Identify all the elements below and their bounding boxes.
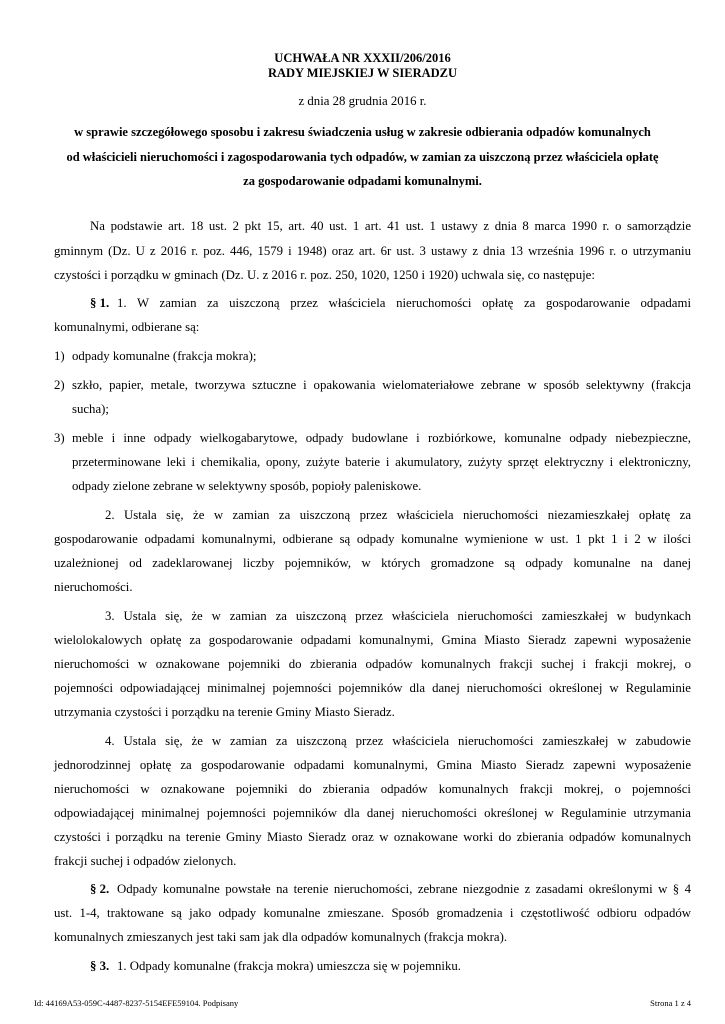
s1-p3-line-1: 3. Ustala się, że w zamian za uiszczoną przez właściciela nieruchomości zamieszkałej w budynkach — [105, 609, 691, 623]
subject-line-2: od właścicieli nieruchomości i zagospodarowania tych odpadów, w zamian za uiszczoną przez właściciela opłatę — [66, 150, 659, 164]
preamble-line-3: czystości i porządku w gminach (Dz. U. z 2016 r. poz. 250, 1020, 1250 i 1920) uchwala się, co następuje: — [54, 268, 595, 282]
preamble-line-1: Na podstawie art. 18 ust. 2 pkt 15, art. 40 ust. 1 art. 41 ust. 1 ustawy z dnia 8 marca 1990 r. o samorządzie — [90, 219, 691, 233]
list-item-2-number: 2) — [54, 378, 65, 392]
section-3-mark: § 3. — [90, 959, 110, 973]
s1-p3-line-2: wielolokalowych opłatę za gospodarowanie odpadami komunalnymi, Gmina Miasto Sieradz zapewni wyposażenie — [54, 633, 691, 647]
s1-p2-line-4: nieruchomości. — [54, 580, 133, 594]
s1-p4-line-4: odpowiadającej minimalnej pojemności pojemników dla danej nieruchomości określonej w Regulaminie utrzymania — [54, 806, 691, 820]
s2-line-2: ust. 1-4, traktowane są jako odpady komunalne zmieszane. Sposób gromadzenia i częstotliwość odbioru odpadów — [54, 906, 691, 920]
resolution-date: z dnia 28 grudnia 2016 r. — [298, 94, 427, 108]
s1-p1-line-1: 1. W zamian za uiszczoną przez właściciela nieruchomości opłatę za gospodarowanie odpadami — [117, 296, 691, 310]
page-number: Strona 1 z 4 — [650, 998, 691, 1008]
s2-line-1: Odpady komunalne powstałe na terenie nieruchomości, zebrane niezgodnie z zasadami określonymi w § 4 — [117, 882, 691, 896]
subject-line-3: za gospodarowanie odpadami komunalnymi. — [243, 174, 482, 188]
s1-p4-line-3: nieruchomości w oznakowane pojemniki do zbierania odpadów komunalnych frakcji mokrej, o pojemności — [54, 782, 691, 796]
s2-line-3: komunalnych zmieszanych jest taki sam jak dla odpadów komunalnych (frakcja mokra). — [54, 930, 508, 944]
list-item-3-line-3: odpady zielone zebrane w selektywny sposób, popioły paleniskowe. — [72, 479, 422, 493]
s1-p4-line-2: jednorodzinnej opłatę za gospodarowanie odpadami komunalnymi, Gmina Miasto Sieradz zapewni wyposażenie — [54, 758, 691, 772]
list-item-3-line-1: meble i inne odpady wielkogabarytowe, odpady budowlane i rozbiórkowe, komunalne odpady niebezpieczne, — [72, 431, 691, 445]
s1-p3-line-4: pojemności odpowiadającej minimalnej pojemności pojemników dla danej nieruchomości określonej w Regulaminie — [54, 681, 691, 695]
s1-p3-line-5: utrzymania czystości i porządku na terenie Gminy Miasto Sieradz. — [54, 705, 395, 719]
section-1-mark: § 1. — [90, 296, 110, 310]
s1-p1-line-2: komunalnymi, odbierane są: — [54, 320, 200, 334]
list-item-1-number: 1) — [54, 349, 65, 363]
s1-p3-line-3: nieruchomości w oznakowane pojemniki do zbierania odpadów komunalnych frakcji suchej i frakcji mokrej, o — [54, 657, 691, 671]
list-item-2-line-2: sucha); — [72, 402, 109, 416]
resolution-number: UCHWAŁA NR XXXII/206/2016 — [274, 51, 451, 65]
s1-p4-line-5: czystości i porządku na terenie Gminy Miasto Sieradz oraz w oznakowane worki do zbierania odpadów komunalnych — [54, 830, 691, 844]
s1-p4-line-6: frakcji suchej i odpadów zielonych. — [54, 854, 237, 868]
preamble-line-2: gminnym (Dz. U z 2016 r. poz. 446, 1579 i 1948) oraz art. 6r ust. 3 ustawy z dnia 13 września 1996 r. o utrzymaniu — [54, 244, 691, 258]
s3-line-1: 1. Odpady komunalne (frakcja mokra) umieszcza się w pojemniku. — [117, 959, 461, 973]
list-item-1-line-1: odpady komunalne (frakcja mokra); — [72, 349, 257, 363]
list-item-3-number: 3) — [54, 431, 65, 445]
s1-p2-line-3: uzależnionej od zadeklarowanej liczby pojemników, w których gromadzone są odpady komunalne na danej — [54, 556, 691, 570]
list-item-3-line-2: przeterminowane leki i chemikalia, opony, zużyte baterie i akumulatory, zużyty sprzęt elektryczny i elektroniczny, — [72, 455, 691, 469]
section-2-mark: § 2. — [90, 882, 110, 896]
s1-p4-line-1: 4. Ustala się, że w zamian za uiszczoną przez właściciela nieruchomości zamieszkałej w zabudowie — [105, 734, 691, 748]
document-id: Id: 44169A53-059C-4487-8237-5154EFE59104. Podpisany — [34, 998, 239, 1008]
s1-p2-line-1: 2. Ustala się, że w zamian za uiszczoną przez właściciela nieruchomości niezamieszkałej opłatę za — [105, 508, 691, 522]
list-item-2-line-1: szkło, papier, metale, tworzywa sztuczne i opakowania wielomateriałowe zebrane w sposób selektywny (frakcja — [72, 378, 691, 392]
s1-p2-line-2: gospodarowanie odpadami komunalnymi, odbierane są odpady komunalne wymienione w ust. 1 pkt 1 i 2 w ilości — [54, 532, 691, 546]
council-name: RADY MIEJSKIEJ W SIERADZU — [267, 66, 458, 80]
subject-line-1: w sprawie szczegółowego sposobu i zakresu świadczenia usług w zakresie odbierania odpadów komunalnych — [74, 125, 651, 139]
